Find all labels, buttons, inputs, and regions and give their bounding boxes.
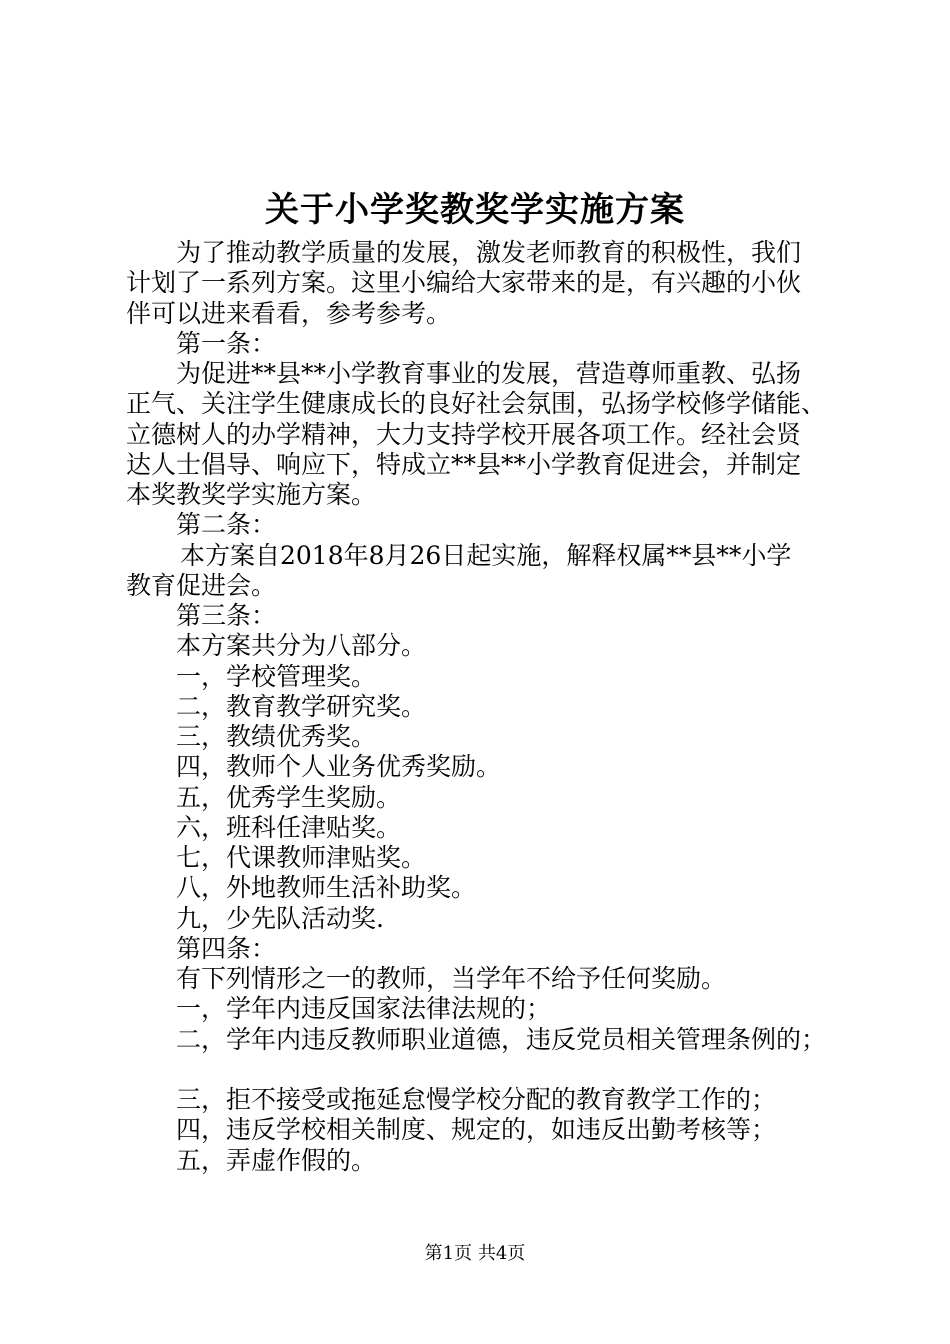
list-item: 六，班科任津贴奖。 bbox=[176, 812, 402, 842]
section-heading: 第三条： bbox=[176, 601, 277, 630]
list-item: 一，学校管理奖。 bbox=[176, 661, 377, 691]
section-heading: 第一条： bbox=[176, 328, 277, 358]
list-item: 二，学年内违反教师职业道德，违反党员相关管理条例的； bbox=[176, 1024, 827, 1054]
paragraph-line: 正气、关注学生健康成长的良好社会氛围，弘扬学校修学储能、 bbox=[126, 389, 827, 419]
blank-line bbox=[126, 1055, 838, 1085]
section-heading: 第二条： bbox=[176, 510, 277, 540]
list-item: 三，拒不接受或拖延怠慢学校分配的教育教学工作的； bbox=[176, 1085, 777, 1114]
paragraph-line: 计划了一系列方案。这里小编给大家带来的是，有兴趣的小伙 bbox=[126, 268, 802, 298]
list-item: 九，少先队活动奖. bbox=[176, 903, 384, 933]
paragraph-line: 立德树人的办学精神，大力支持学校开展各项工作。经社会贤 bbox=[126, 419, 802, 449]
paragraph-line: 伴可以进来看看，参考参考。 bbox=[126, 298, 452, 328]
paragraph-line: 本奖教奖学实施方案。 bbox=[126, 480, 377, 509]
list-item: 七，代课教师津贴奖。 bbox=[176, 843, 427, 872]
document-title: 关于小学奖教奖学实施方案 bbox=[265, 190, 685, 230]
paragraph-line: 为了推动教学质量的发展，激发老师教育的积极性，我们 bbox=[176, 238, 802, 267]
list-item: 四，违反学校相关制度、规定的，如违反出勤考核等； bbox=[176, 1115, 777, 1145]
page-number-footer: 第1页 共4页 bbox=[424, 1243, 526, 1264]
list-item: 八，外地教师生活补助奖。 bbox=[176, 873, 477, 903]
paragraph-line: 为促进**县**小学教育事业的发展，营造尊师重教、弘扬 bbox=[176, 359, 802, 388]
document-body bbox=[126, 238, 838, 1176]
paragraph-line: 本方案自2018年8月26日起实施，解释权属**县**小学 bbox=[180, 540, 792, 570]
list-item: 三，教绩优秀奖。 bbox=[176, 722, 377, 751]
paragraph-line: 教育促进会。 bbox=[126, 570, 277, 600]
list-item: 四，教师个人业务优秀奖励。 bbox=[176, 752, 502, 782]
list-item: 二，教育教学研究奖。 bbox=[176, 691, 427, 721]
list-item: 一，学年内违反国家法律法规的； bbox=[176, 994, 552, 1024]
paragraph-line: 本方案共分为八部分。 bbox=[176, 631, 427, 661]
list-item: 五，优秀学生奖励。 bbox=[176, 782, 402, 812]
paragraph-line: 达人士倡导、响应下，特成立**县**小学教育促进会，并制定 bbox=[126, 449, 802, 479]
list-item: 五，弄虚作假的。 bbox=[176, 1145, 377, 1175]
section-heading: 第四条： bbox=[176, 933, 277, 963]
paragraph-line: 有下列情形之一的教师，当学年不给予任何奖励。 bbox=[176, 964, 727, 993]
